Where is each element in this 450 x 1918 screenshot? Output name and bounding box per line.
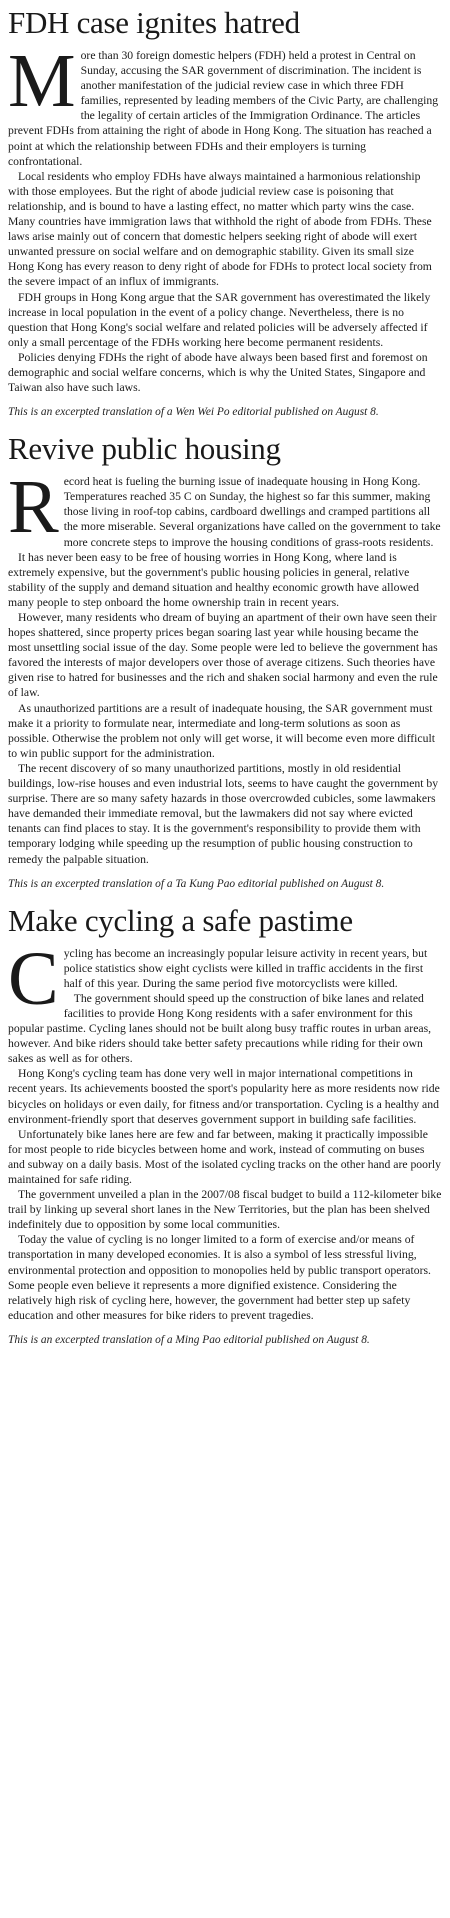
article-paragraph: Policies denying FDHs the right of abode have always been based first and foremost on demographic and social welfare concerns, which is why the United States, Singapore and Taiwan also have such laws. (8, 350, 428, 395)
article-credit: This is an excerpted translation of a Ta Kung Pao editorial published on August 8. (8, 877, 385, 890)
article-paragraph: As unauthorized partitions are a result of inadequate housing, the SAR government must make it a priority to formulate near, intermediate and long-term solutions as soon as possible. Otherwise the problem not only will get worse, it will become even more difficult to win public support for the administration. (8, 701, 435, 760)
article-paragraph: FDH groups in Hong Kong argue that the SAR government has overestimated the likely increase in local population in the event of a policy change. Nevertheless, there is no question that Hong Kong's social welfare and related policies will be adversely affected if only a small percentage of the FDHs working here become permanent residents. (8, 290, 431, 349)
article-paragraph: Unfortunately bike lanes here are few and far between, making it practically impossible for most people to ride bicycles between home and work, instead of commuting on buses and subway on a daily basis. Most of the isolated cycling tracks on the other hand are poorly maintained for safe riding. (8, 1127, 441, 1186)
article-credit: This is an excerpted translation of a Wen Wei Po editorial published on August 8. (8, 406, 379, 419)
article-headline: Make cycling a safe pastime (8, 902, 353, 938)
article-paragraph: It has never been easy to be free of housing worries in Hong Kong, where land is extremely expensive, but the government's public housing policies in general, relative stability of the supply and demand situation and healthy economic growth have allowed many people to step onboard the home ownership train in recent years. (8, 550, 419, 609)
article-cycling (8, 902, 442, 1348)
article-paragraph: ycling has become an increasingly popular leisure activity in recent years, but police statistics show eight cyclists were killed in traffic accidents in the first half of this year. During the same period five motorcyclists were killed. (63, 946, 428, 990)
article-paragraph: However, many residents who dream of buying an apartment of their own have seen their hopes shattered, since property prices began soaring last year while housing became the most unsettling social issue of the day. Some people were led to believe the government has favored the interests of major developers over those of average citizens. Such theories have given rise to hatred for businesses and the rich and shaken social harmony and even the rule of law. (8, 611, 438, 700)
article-body (8, 465, 442, 866)
article-paragraph: ecord heat is fueling the burning issue of inadequate housing in Hong Kong. Temperatures reached 35 C on Sunday, the highest so far this summer, making those living in roof-top cabins, cardboard dwellings and cramped partitions all the more miserable. Several organizations have called on the government to take more concrete steps to improve the housing conditions of grass-roots residents. (63, 475, 441, 549)
drop-cap: C (8, 936, 59, 1021)
article-paragraph: Today the value of cycling is no longer limited to a form of exercise and/or means of transportation in many developed economies. It is also a symbol of less stressful living, environmental protection and opposition to monopolies held by public transport operators. Some people even believe it represents a more dignified existence. Considering the relatively high risk of cycling here, however, the government had better step up safety education and other measures for bike riders to prevent tragedies. (8, 1233, 431, 1322)
drop-cap: R (8, 465, 59, 550)
article-body (8, 936, 442, 1323)
article-paragraph: The recent discovery of so many unauthorized partitions, mostly in old residential buildings, low-rise houses and even industrial lots, seems to have caught the government by surprise. There are so many safety hazards in those overcrowded cubicles, some lawmakers have demanded their immediate removal, but the lawmakers did not say where evicted tenants can find places to stay. It is the government's responsibility to provide them with temporary lodging while speeding up the resumption of public housing construction to remedy the palpable situation. (8, 761, 439, 866)
article-credit: This is an excerpted translation of a Ming Pao editorial published on August 8. (8, 1333, 370, 1346)
article-paragraph: The government unveiled a plan in the 2007/08 fiscal budget to build a 112-kilometer bike trail by linking up several short lanes in the New Territories, but the plan has been shelved indefinitely due to opposition by some local communities. (8, 1188, 442, 1232)
article-paragraph: ore than 30 foreign domestic helpers (FDH) held a protest in Central on Sunday, accusing the SAR government of discrimination. The incident is another manifestation of the judicial review case in which three FDH families, represented by leading members of the Civic Party, are challenging the legality of certain articles of the Immigration Ordinance. The articles prevent FDHs from attaining the right of abode in Hong Kong. The situation has reached a point at which the relationship between FDHs and their employers is turning confrontational. (8, 49, 439, 168)
article-paragraph: The government should speed up the construction of bike lanes and related facilities to provide Hong Kong residents with a safer environment for this popular pastime. Cycling lanes should not be built along busy traffic routes in urban areas, however. And bike riders should take better safety precautions while riding for their own sakes as well as for others. (8, 991, 432, 1066)
article-headline: Revive public housing (8, 431, 281, 467)
article-paragraph: Hong Kong's cycling team has done very well in major international competitions in recent years. Its achievements boosted the sport's popularity here as more residents now ride bicycles on holidays or even daily, for fitness and/or transportation. Cycling is a healthy and environment-friendly sport that deserves government support in building safe facilities. (8, 1067, 440, 1126)
article-body (8, 39, 442, 395)
article-paragraph: Local residents who employ FDHs have always maintained a harmonious relationship with those employees. But the right of abode judicial review case is poisoning that relationship, and is bound to have a lasting effect, no matter which party wins the case. Many countries have immigration laws that withhold the right of abode from FDHs. These laws arise mainly out of concern that domestic helpers seeking right of abode will exert unwanted pressure on social welfare and on demographic stability. Given its small size Hong Kong has every reason to deny right of abode for FDHs to protect local society from the severe impact of an influx of immigrants. (8, 169, 432, 289)
article-housing (8, 430, 442, 891)
article-headline: FDH case ignites hatred (8, 5, 300, 40)
article-fdh (8, 4, 442, 420)
drop-cap: M (8, 39, 76, 123)
